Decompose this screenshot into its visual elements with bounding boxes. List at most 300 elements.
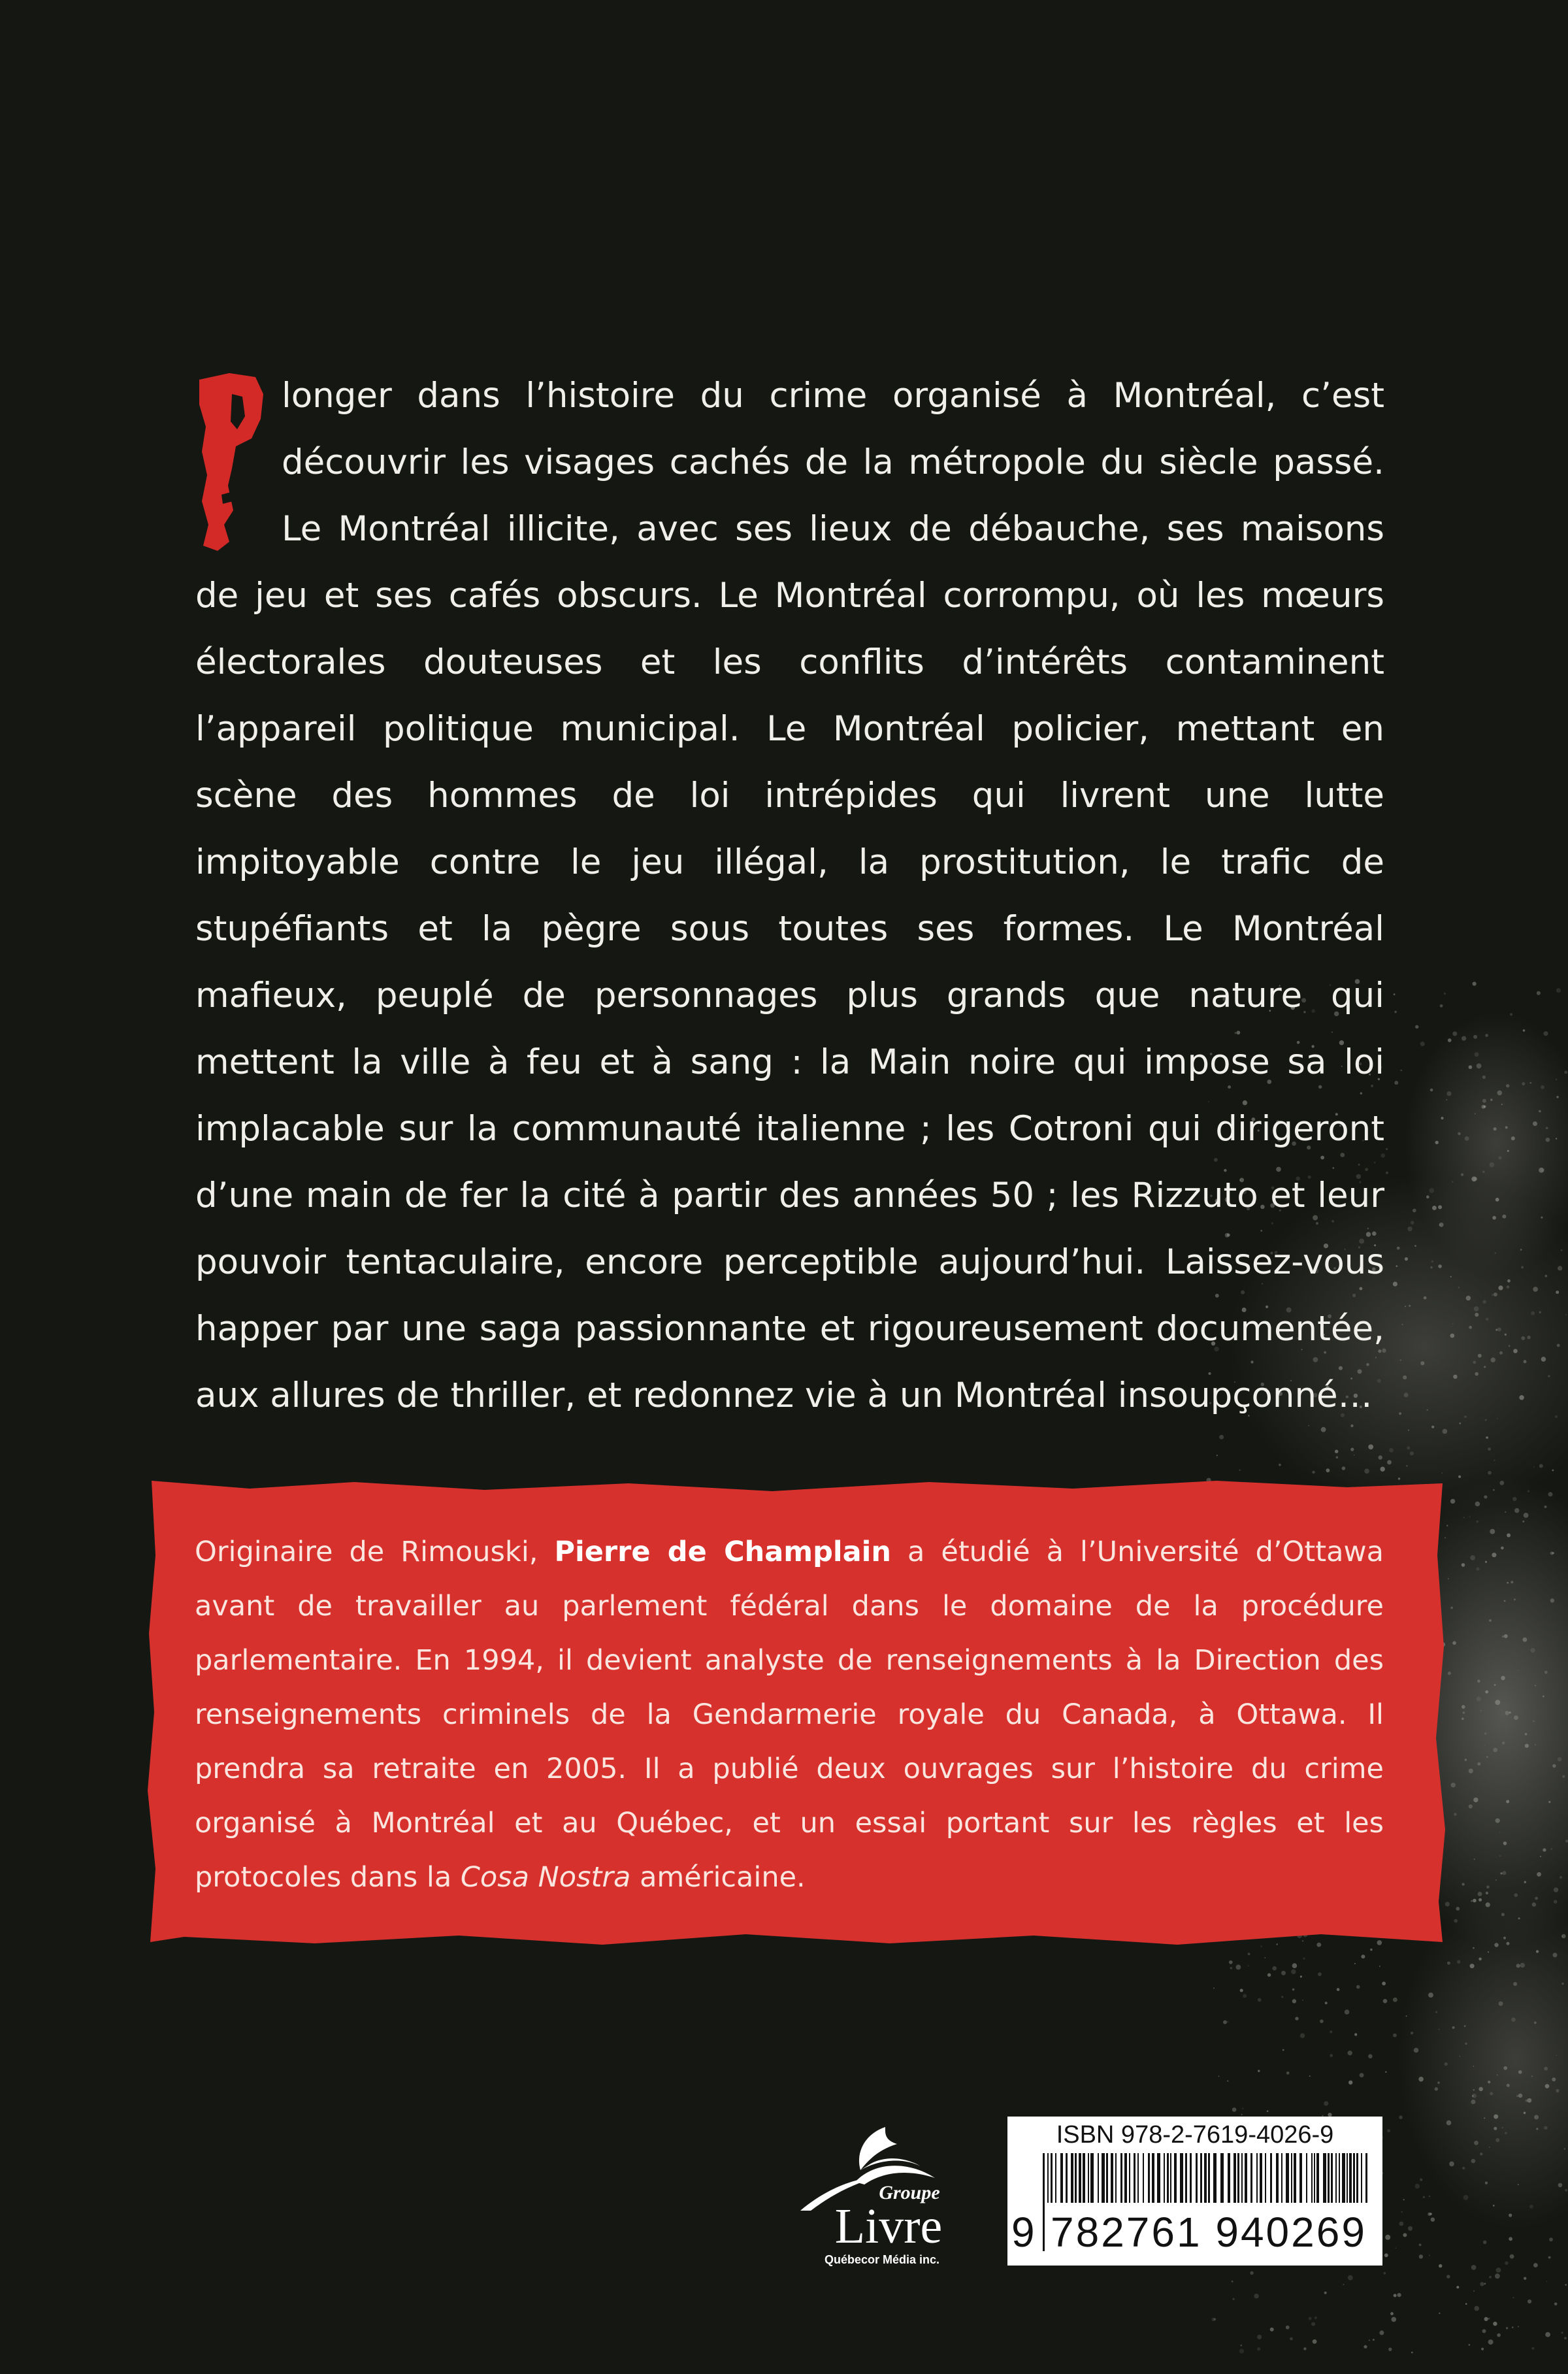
grunge-speck <box>1512 2297 1514 2298</box>
grunge-speck <box>1549 2237 1553 2241</box>
grunge-speck <box>1354 1455 1355 1456</box>
grunge-speck <box>1379 1455 1382 1459</box>
grunge-speck <box>1497 2333 1501 2337</box>
grunge-speck <box>1232 2298 1235 2301</box>
grunge-speck <box>1527 1336 1530 1339</box>
grunge-speck <box>1495 1879 1497 1881</box>
grunge-speck <box>1533 2263 1538 2267</box>
grunge-speck <box>1408 2226 1413 2231</box>
grunge-speck <box>1379 1966 1380 1967</box>
grunge-speck <box>1450 1276 1452 1278</box>
grunge-speck <box>1495 1198 1499 1202</box>
grunge-speck <box>1488 2081 1490 2083</box>
grunge-speck <box>1543 1848 1546 1851</box>
grunge-speck <box>1495 1329 1497 1331</box>
grunge-speck <box>1348 2051 1352 2055</box>
grunge-speck <box>1499 1855 1501 1857</box>
grunge-speck <box>1507 1279 1511 1283</box>
grunge-speck <box>1486 1318 1489 1321</box>
grunge-speck <box>1482 2329 1486 2333</box>
grunge-speck <box>1496 2267 1501 2273</box>
grunge-speck <box>1446 2275 1450 2279</box>
grunge-speck <box>1447 1962 1450 1965</box>
grunge-speck <box>1399 1412 1401 1415</box>
grunge-speck <box>1480 2282 1484 2286</box>
grunge-speck <box>1236 1965 1241 1970</box>
grunge-speck <box>1486 1885 1490 1888</box>
grunge-speck <box>1506 2327 1508 2329</box>
grunge-speck <box>1257 2335 1262 2339</box>
grunge-speck <box>1258 2070 1260 2072</box>
grunge-speck <box>1536 1950 1539 1953</box>
grunge-speck <box>1531 2075 1533 2077</box>
grunge-speck <box>1501 1676 1505 1681</box>
grunge-speck <box>1554 1887 1558 1892</box>
grunge-speck <box>1561 1936 1563 1937</box>
grunge-speck <box>1516 1964 1520 1968</box>
grunge-speck <box>1503 2066 1507 2070</box>
grunge-speck <box>1518 1670 1519 1671</box>
grunge-speck <box>1452 1181 1453 1183</box>
grunge-speck <box>1558 2183 1563 2188</box>
grunge-speck <box>1521 1336 1525 1340</box>
grunge-speck <box>1486 1902 1490 1907</box>
grunge-speck <box>1473 1361 1476 1364</box>
grunge-speck <box>1471 1176 1477 1181</box>
grunge-speck <box>1518 1917 1520 1919</box>
grunge-speck <box>1498 1285 1503 1290</box>
grunge-speck <box>1489 2276 1492 2279</box>
grunge-speck <box>1427 1410 1428 1411</box>
grunge-speck <box>1267 1973 1271 1977</box>
grunge-speck <box>1403 1376 1407 1379</box>
grunge-speck <box>1462 1036 1466 1041</box>
grunge-speck <box>1456 1907 1460 1911</box>
grunge-speck <box>1364 2345 1367 2349</box>
grunge-speck <box>1520 1963 1525 1968</box>
grunge-speck <box>1463 1711 1465 1714</box>
grunge-speck <box>1302 2000 1303 2001</box>
grunge-speck <box>1514 1598 1516 1600</box>
grunge-speck <box>1497 1418 1498 1419</box>
grunge-speck <box>1475 1502 1480 1507</box>
grunge-speck <box>1490 2092 1493 2095</box>
grunge-speck <box>1348 2081 1352 2085</box>
grunge-speck <box>1474 2141 1478 2145</box>
grunge-speck <box>1543 1031 1548 1036</box>
isbn-barcode <box>1007 2117 1382 2266</box>
grunge-speck <box>1469 1326 1472 1329</box>
grunge-speck <box>1335 1450 1338 1453</box>
grunge-speck <box>1401 2211 1403 2213</box>
grunge-speck <box>1254 2294 1258 2298</box>
grunge-speck <box>1546 1127 1548 1129</box>
grunge-speck <box>1505 1711 1509 1715</box>
grunge-speck <box>1403 2233 1407 2237</box>
grunge-speck <box>1394 1011 1397 1014</box>
grunge-speck <box>1485 1690 1488 1694</box>
grunge-speck <box>1403 2199 1405 2200</box>
grunge-speck <box>1462 1563 1465 1567</box>
grunge-speck <box>1478 1892 1482 1896</box>
grunge-speck <box>1552 1764 1556 1768</box>
grunge-speck <box>1484 1732 1487 1735</box>
grunge-speck <box>1533 1287 1538 1292</box>
grunge-speck <box>1518 2070 1522 2074</box>
grunge-speck <box>1465 1136 1469 1141</box>
grunge-speck <box>1509 1345 1511 1347</box>
grunge-speck <box>1470 1555 1475 1560</box>
grunge-speck <box>1248 1966 1249 1967</box>
grunge-speck <box>1446 1099 1447 1100</box>
grunge-speck <box>1458 1287 1460 1289</box>
grunge-speck <box>1545 2332 1550 2337</box>
bio-text-1: a étudié à l’Université d’Ottawa avant de travailler au parlement fédéral dans le domaine de la procédure parlementaire. En 1994, il devient analyste de renseignements à la Direction des renseignements criminels de la Gendarmerie royale du Canada, à Ottawa. Il prendra sa retraite en 2005. Il a publié deux ouvrages sur l’histoire du crime organisé à Montréal et au Québec, et un essai portant sur les règles et les protocoles dans la <box>195 1536 1384 1894</box>
grunge-speck <box>1435 2087 1438 2090</box>
grunge-speck <box>1523 1638 1527 1642</box>
grunge-speck <box>1445 2062 1448 2066</box>
grunge-speck <box>1553 1953 1558 1957</box>
grunge-speck <box>1446 2120 1452 2126</box>
grunge-speck <box>1354 2033 1357 2036</box>
grunge-speck <box>1493 2322 1497 2326</box>
grunge-speck <box>1470 1964 1475 1968</box>
grunge-speck <box>1400 1359 1401 1360</box>
grunge-speck <box>1548 2256 1551 2259</box>
grunge-speck <box>1484 2283 1486 2285</box>
grunge-speck <box>1490 1162 1495 1168</box>
bio-text-2: américaine. <box>630 1861 806 1894</box>
grunge-speck <box>1452 1641 1456 1645</box>
grunge-speck <box>1291 1970 1296 1974</box>
grunge-speck <box>1385 2071 1387 2073</box>
grunge-speck <box>1473 2066 1475 2067</box>
grunge-speck <box>1432 1206 1437 1210</box>
grunge-speck <box>1212 2318 1215 2321</box>
grunge-speck <box>1408 1430 1409 1431</box>
grunge-speck <box>1438 1205 1442 1209</box>
grunge-speck <box>1264 1957 1266 1958</box>
grunge-speck <box>1230 1967 1233 1970</box>
grunge-speck <box>1418 2077 1424 2082</box>
grunge-speck <box>1437 2081 1440 2084</box>
grunge-speck <box>1513 1349 1518 1353</box>
grunge-speck <box>1507 1534 1511 1538</box>
grunge-speck <box>1519 1395 1524 1400</box>
grunge-speck <box>1486 1756 1488 1758</box>
grunge-speck <box>1404 1393 1409 1397</box>
grunge-speck <box>1532 1902 1536 1906</box>
grunge-speck <box>1465 1758 1467 1760</box>
grunge-speck <box>1504 1600 1506 1602</box>
grunge-speck <box>1383 1999 1388 2003</box>
grunge-speck <box>1452 1031 1457 1036</box>
grunge-speck <box>1524 1881 1526 1883</box>
grunge-speck <box>1484 1745 1486 1746</box>
grunge-speck <box>1540 1856 1541 1857</box>
grunge-speck <box>1484 2317 1488 2321</box>
grunge-speck <box>1539 1168 1544 1173</box>
grunge-speck <box>1471 2100 1475 2104</box>
grunge-speck <box>1564 1071 1567 1074</box>
grunge-speck <box>1507 1942 1510 1945</box>
grunge-speck <box>1257 2347 1260 2350</box>
grunge-speck <box>1450 1607 1453 1609</box>
grunge-speck <box>1482 1171 1485 1174</box>
grunge-speck <box>1507 1150 1509 1152</box>
grunge-speck <box>1495 1819 1500 1823</box>
grunge-speck <box>1556 1096 1559 1098</box>
grunge-speck <box>1490 1098 1493 1101</box>
grunge-speck <box>1497 1091 1503 1096</box>
grunge-speck <box>1401 1070 1403 1072</box>
barcode-digits <box>1007 2203 1382 2262</box>
grunge-speck <box>1409 1305 1411 1307</box>
grunge-speck <box>1484 1106 1486 1108</box>
grunge-speck <box>1337 1988 1340 1991</box>
grunge-speck <box>1281 1996 1283 1998</box>
publisher-logo <box>787 2120 957 2271</box>
grunge-speck <box>1488 1447 1491 1451</box>
grunge-speck <box>1369 2340 1370 2341</box>
grunge-speck <box>1544 2126 1547 2130</box>
grunge-speck <box>1410 1451 1414 1455</box>
grunge-speck <box>1448 1672 1451 1675</box>
grunge-speck <box>1272 1966 1277 1971</box>
grunge-speck <box>1485 1419 1487 1421</box>
grunge-speck <box>1565 2284 1567 2285</box>
grunge-speck <box>1295 2017 1298 2020</box>
grunge-speck <box>1429 2255 1430 2256</box>
grunge-speck <box>1223 2020 1227 2024</box>
grunge-speck <box>1490 1529 1495 1534</box>
grunge-speck <box>1481 2348 1484 2350</box>
grunge-speck <box>1554 2303 1558 2306</box>
grunge-speck <box>1464 1415 1467 1418</box>
grunge-speck <box>1499 2002 1503 2006</box>
grunge-speck <box>1489 2147 1490 2148</box>
grunge-speck <box>1556 1079 1558 1081</box>
grunge-speck <box>1241 2114 1243 2115</box>
author-name: Pierre de Champlain <box>554 1536 891 1568</box>
grunge-speck <box>1393 1281 1397 1286</box>
grunge-speck <box>1286 2071 1290 2075</box>
grunge-speck <box>1501 1913 1505 1916</box>
grunge-speck <box>1393 2034 1397 2037</box>
grunge-speck <box>1495 2138 1499 2142</box>
grunge-speck <box>1292 1999 1296 2003</box>
book-description <box>195 363 1384 1429</box>
grunge-speck <box>1325 2002 1328 2004</box>
grunge-speck <box>1450 1499 1455 1504</box>
grunge-speck <box>1430 1089 1433 1092</box>
grunge-speck <box>1474 2306 1479 2311</box>
grunge-speck <box>1471 2265 1477 2270</box>
grunge-speck <box>1556 988 1561 993</box>
grunge-speck <box>1402 1324 1403 1325</box>
grunge-speck <box>1388 2348 1392 2351</box>
grunge-speck <box>1484 2117 1485 2118</box>
grunge-speck <box>1564 2148 1565 2149</box>
grunge-speck <box>1463 2195 1469 2200</box>
grunge-speck <box>1512 1497 1516 1501</box>
grunge-speck <box>1469 2344 1470 2345</box>
grunge-speck <box>1360 2073 1364 2077</box>
grunge-speck <box>1452 2026 1455 2029</box>
grunge-speck <box>1240 1989 1243 1992</box>
grunge-speck <box>1439 1224 1441 1225</box>
grunge-speck <box>1541 1357 1546 1362</box>
grunge-speck <box>1478 2087 1483 2092</box>
grunge-speck <box>1386 1148 1388 1150</box>
grunge-speck <box>1309 2075 1311 2077</box>
grunge-speck <box>1494 1293 1497 1296</box>
grunge-speck <box>1482 1099 1486 1103</box>
grunge-speck <box>1531 1311 1535 1315</box>
grunge-speck <box>1439 2313 1440 2314</box>
grunge-speck <box>1250 2271 1253 2275</box>
grunge-speck <box>1482 1300 1486 1304</box>
grunge-speck <box>1480 1710 1482 1711</box>
grunge-speck <box>1533 1466 1535 1468</box>
grunge-speck <box>1493 1489 1495 1491</box>
grunge-speck <box>1241 2345 1243 2347</box>
grunge-speck <box>1502 1871 1506 1875</box>
grunge-speck <box>1419 2254 1423 2258</box>
grunge-speck <box>1239 1470 1241 1471</box>
grunge-speck <box>1527 2300 1531 2303</box>
grunge-speck <box>1474 1858 1475 1860</box>
grunge-speck <box>1454 1919 1458 1923</box>
grunge-speck <box>1318 1972 1322 1976</box>
grunge-speck <box>1392 2317 1397 2322</box>
bio-italic-title: Cosa Nostra <box>460 1861 631 1894</box>
grunge-speck <box>1476 1567 1479 1570</box>
grunge-speck <box>1348 2275 1353 2281</box>
grunge-speck <box>1514 1715 1518 1720</box>
grunge-speck <box>1505 1511 1506 1513</box>
publisher-groupe: Groupe <box>879 2182 940 2203</box>
grunge-speck <box>1499 1481 1504 1485</box>
grunge-speck <box>1476 1521 1478 1523</box>
grunge-speck <box>1546 1138 1550 1142</box>
grunge-speck <box>1478 1958 1482 1961</box>
grunge-speck <box>1492 1216 1496 1220</box>
grunge-speck <box>1413 1209 1416 1213</box>
grunge-speck <box>1303 1958 1305 1960</box>
grunge-speck <box>1475 1113 1476 1115</box>
grunge-speck <box>1541 1217 1543 1219</box>
grunge-speck <box>1281 1971 1286 1975</box>
grunge-speck <box>1462 2167 1465 2169</box>
grunge-speck <box>1514 1893 1518 1897</box>
description-text: longer dans l’histoire du crime organisé à Montréal, c’est découvrir les visages cachés de la métropole du siècle passé. Le Montréal illicite, avec ses lieux de débauche, ses maisons de jeu et ses cafés obscurs. Le Montréal corrompu, où les mœurs électorales douteuses et les conflits d’intérêts contaminent l’appareil politique municipal. Le Montréal policier, mettant en scène des hommes de loi intrépides qui livrent une lutte impitoyable contre le jeu illégal, la prostitution, le trafic de stupéfiants et la pègre sous toutes ses formes. Le Montréal mafieux, peuplé de personnages plus grands que nature qui mettent la ville à feu et à sang : la Main noire qui impose sa loi implacable sur la communauté italienne ; les Cotroni qui dirigeront d’une main de fer la cité à partir des années 50 ; les Rizzuto et leur pouvoir tentaculaire, encore perceptible aujourd’hui. Laissez-vous happer par une saga passionnante et rigoureusement documentée, aux allures de thriller, et redonnez vie à un Montréal insoupçonné… <box>195 376 1384 1415</box>
grunge-speck <box>1511 1136 1515 1140</box>
grunge-speck <box>1373 2339 1375 2341</box>
grunge-speck <box>1558 1266 1562 1270</box>
grunge-speck <box>1485 2182 1488 2184</box>
grunge-speck <box>1435 1141 1439 1144</box>
grunge-speck <box>1368 1444 1373 1449</box>
grunge-speck <box>1501 2127 1503 2129</box>
grunge-speck <box>1463 1517 1465 1518</box>
grunge-speck <box>1505 1334 1507 1336</box>
grunge-speck <box>1501 1547 1504 1550</box>
grunge-speck <box>1429 2196 1431 2198</box>
grunge-speck <box>1537 991 1541 995</box>
grunge-speck <box>1475 1313 1478 1317</box>
grunge-speck <box>1548 1801 1550 1803</box>
grunge-speck <box>1232 2107 1237 2112</box>
grunge-speck <box>1475 1052 1479 1057</box>
grunge-speck <box>1516 2095 1518 2097</box>
grunge-speck <box>1521 1266 1524 1269</box>
grunge-speck <box>1469 1804 1473 1808</box>
grunge-speck <box>1477 1679 1480 1683</box>
grunge-speck <box>1541 1085 1544 1089</box>
grunge-speck <box>1473 1798 1478 1802</box>
grunge-speck <box>1561 1983 1563 1985</box>
grunge-speck <box>1561 1249 1563 1251</box>
grunge-speck <box>1217 1455 1218 1456</box>
grunge-speck <box>1520 1249 1522 1251</box>
grunge-speck <box>1545 1275 1548 1278</box>
grunge-speck <box>1530 1082 1532 1084</box>
grunge-speck <box>1522 1521 1524 1523</box>
grunge-speck <box>1537 1872 1541 1877</box>
grunge-speck <box>1315 2316 1317 2319</box>
grunge-speck <box>1407 1446 1410 1449</box>
grunge-speck <box>1424 1296 1427 1300</box>
grunge-speck <box>1524 1513 1529 1518</box>
grunge-speck <box>1431 1426 1434 1428</box>
grunge-speck <box>1448 1038 1452 1042</box>
grunge-speck <box>1415 1025 1418 1029</box>
grunge-speck <box>1405 1306 1406 1307</box>
grunge-speck <box>1483 2241 1487 2245</box>
grunge-speck <box>1429 1188 1435 1193</box>
grunge-speck <box>1488 1951 1489 1953</box>
grunge-speck <box>1534 2115 1539 2120</box>
grunge-speck <box>1232 2281 1233 2283</box>
grunge-speck <box>1342 1466 1346 1470</box>
grunge-speck <box>1290 2337 1293 2341</box>
grunge-speck <box>1441 1473 1443 1474</box>
grunge-speck <box>1279 1464 1281 1466</box>
grunge-speck <box>1502 1741 1505 1744</box>
grunge-speck <box>1522 1082 1525 1085</box>
barcode-digit-groups: 782761 940269 <box>1045 2203 1372 2262</box>
grunge-speck <box>1444 993 1446 995</box>
grunge-speck <box>1561 2332 1563 2333</box>
grunge-speck <box>1494 1460 1495 1461</box>
grunge-speck <box>1544 1506 1547 1508</box>
grunge-speck <box>1431 1261 1434 1263</box>
grunge-speck <box>1473 981 1477 985</box>
grunge-speck <box>1494 1943 1498 1947</box>
grunge-speck <box>1428 1992 1433 1998</box>
grunge-speck <box>1462 1705 1465 1709</box>
publisher-media: Québecor Média inc. <box>824 2253 940 2266</box>
grunge-speck <box>1488 2318 1490 2320</box>
grunge-speck <box>1535 1744 1536 1745</box>
grunge-speck <box>1506 1084 1509 1087</box>
grunge-speck <box>1469 1516 1471 1517</box>
grunge-speck <box>1227 2021 1228 2022</box>
grunge-speck <box>1396 2247 1397 2249</box>
grunge-speck <box>1556 1138 1557 1139</box>
grunge-speck <box>1550 1598 1554 1602</box>
